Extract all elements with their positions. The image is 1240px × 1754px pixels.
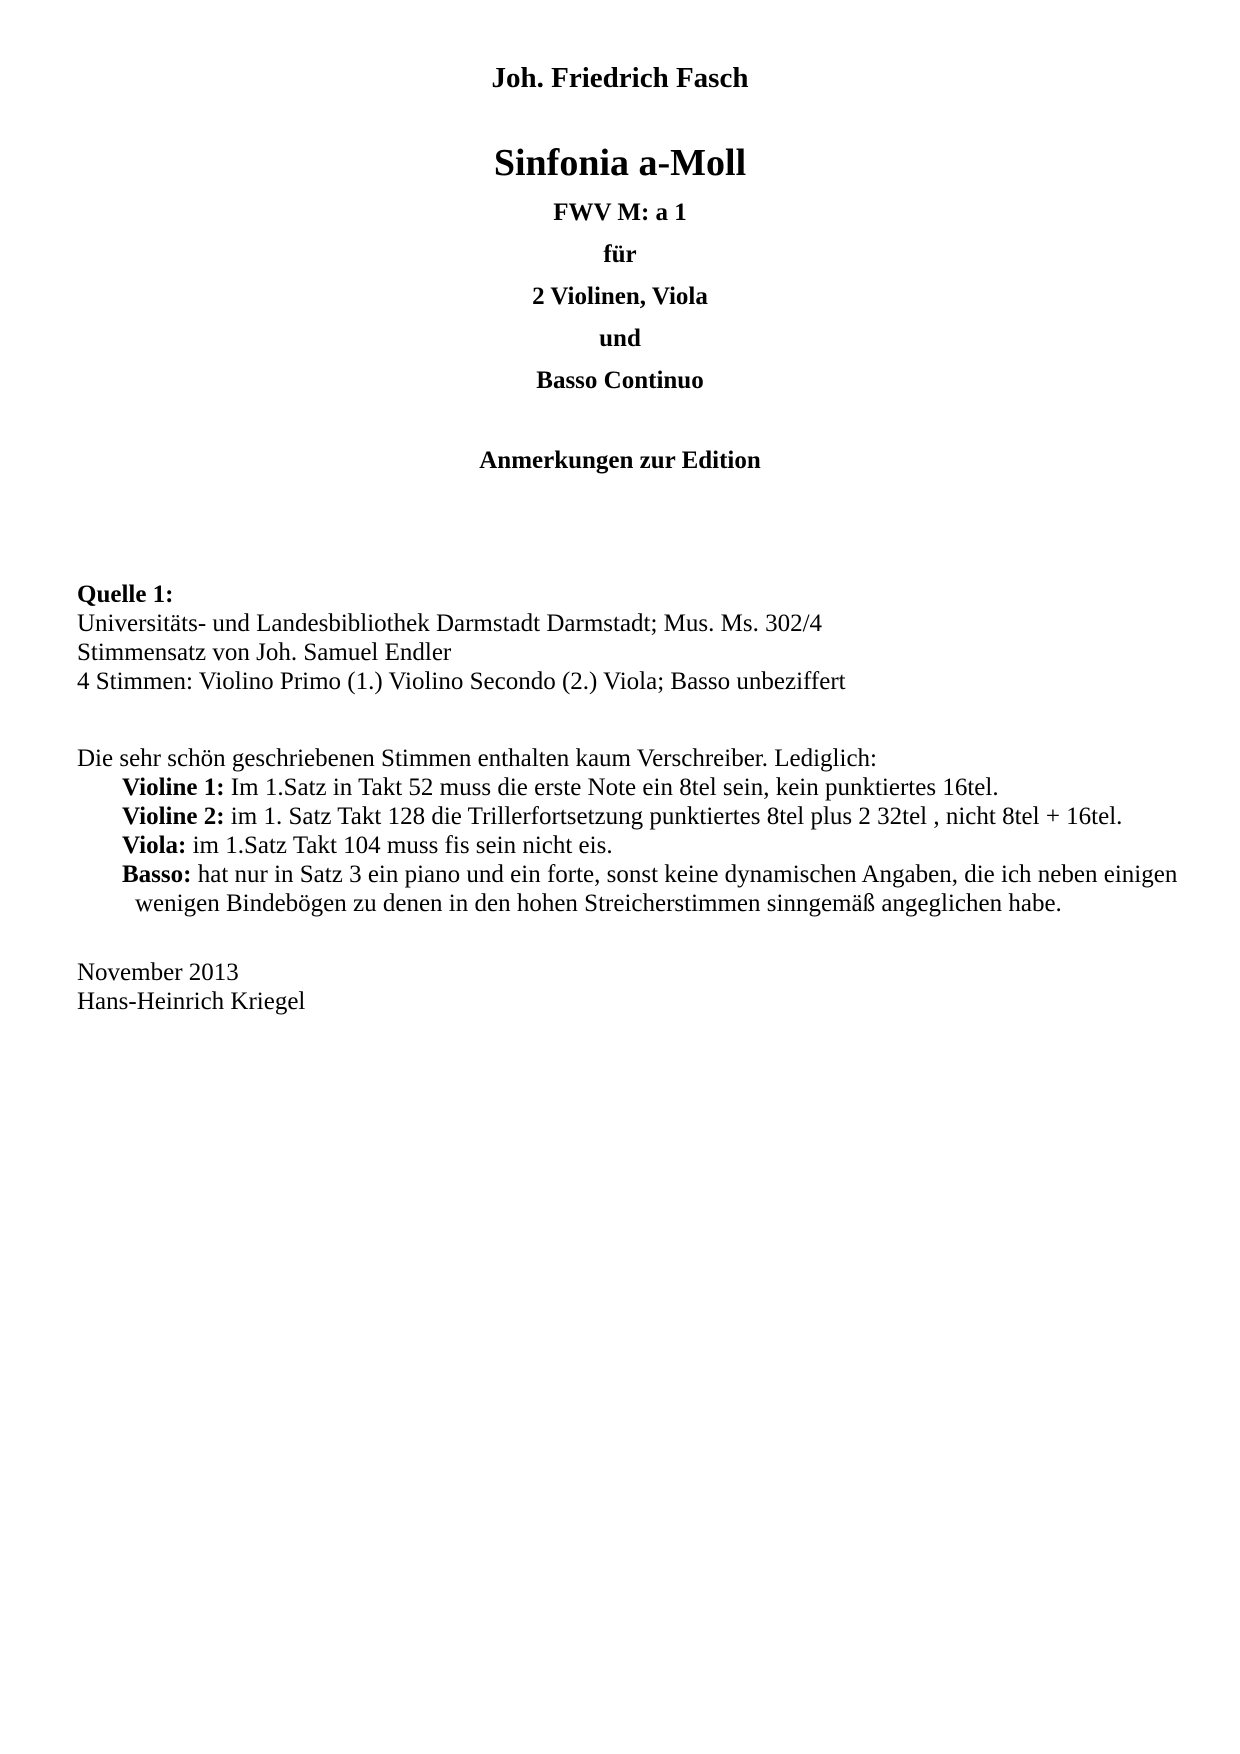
work-title: Sinfonia a-Moll (493, 142, 747, 184)
source-copyist: Stimmensatz von Joh. Samuel Endler (77, 639, 452, 666)
note-basso-text-line1: hat nur in Satz 3 ein piano und ein forte, sonst keine dynamischen Angaben, die ich neben einigen (197, 861, 1178, 888)
source-paragraph (77, 580, 1200, 696)
corrections-paragraph (77, 744, 1200, 918)
source-parts: 4 Stimmen: Violino Primo (1.) Violino Secondo (2.) Viola; Basso unbeziffert (77, 668, 846, 695)
note-basso-text-line2: wenigen Bindebögen zu denen in den hohen Streicherstimmen sinngemäß angeglichen habe. (135, 890, 1062, 917)
source-label: Quelle 1: (77, 581, 174, 608)
note-violine-2-label: Violine 2: (122, 803, 225, 830)
signoff-name: Hans-Heinrich Kriegel (77, 988, 306, 1015)
note-viola-text: im 1.Satz Takt 104 muss fis sein nicht eis. (192, 832, 613, 859)
section-heading: Anmerkungen zur Edition (479, 447, 761, 474)
note-violine-2-text: im 1. Satz Takt 128 die Trillerfortsetzung punktiertes 8tel plus 2 32tel , nicht 8tel + 16tel. (230, 803, 1123, 830)
note-violine-2 (77, 802, 1200, 831)
and-label: und (599, 325, 641, 352)
composer-name: Joh. Friedrich Fasch (491, 62, 749, 94)
note-viola (77, 831, 1200, 860)
instrumentation-continuo: Basso Continuo (536, 367, 704, 394)
note-viola-label: Viola: (122, 832, 187, 859)
note-violine-1 (77, 773, 1200, 802)
note-basso-label: Basso: (122, 861, 192, 888)
signoff-paragraph (77, 958, 1200, 1016)
title-block (0, 0, 1240, 476)
editorial-notes (77, 580, 1200, 1016)
notes-intro: Die sehr schön geschriebenen Stimmen enthalten kaum Verschreiber. Lediglich: (77, 745, 877, 772)
instrumentation-upper-strings: 2 Violinen, Viola (532, 283, 708, 310)
source-library: Universitäts- und Landesbibliothek Darmstadt Darmstadt; Mus. Ms. 302/4 (77, 610, 823, 637)
note-violine-1-label: Violine 1: (122, 774, 225, 801)
note-violine-1-text: Im 1.Satz in Takt 52 muss die erste Note ein 8tel sein, kein punktiertes 16tel. (230, 774, 999, 801)
catalog-number: FWV M: a 1 (553, 199, 687, 226)
for-label: für (603, 241, 637, 268)
note-basso (77, 860, 1200, 918)
signoff-date: November 2013 (77, 959, 239, 986)
